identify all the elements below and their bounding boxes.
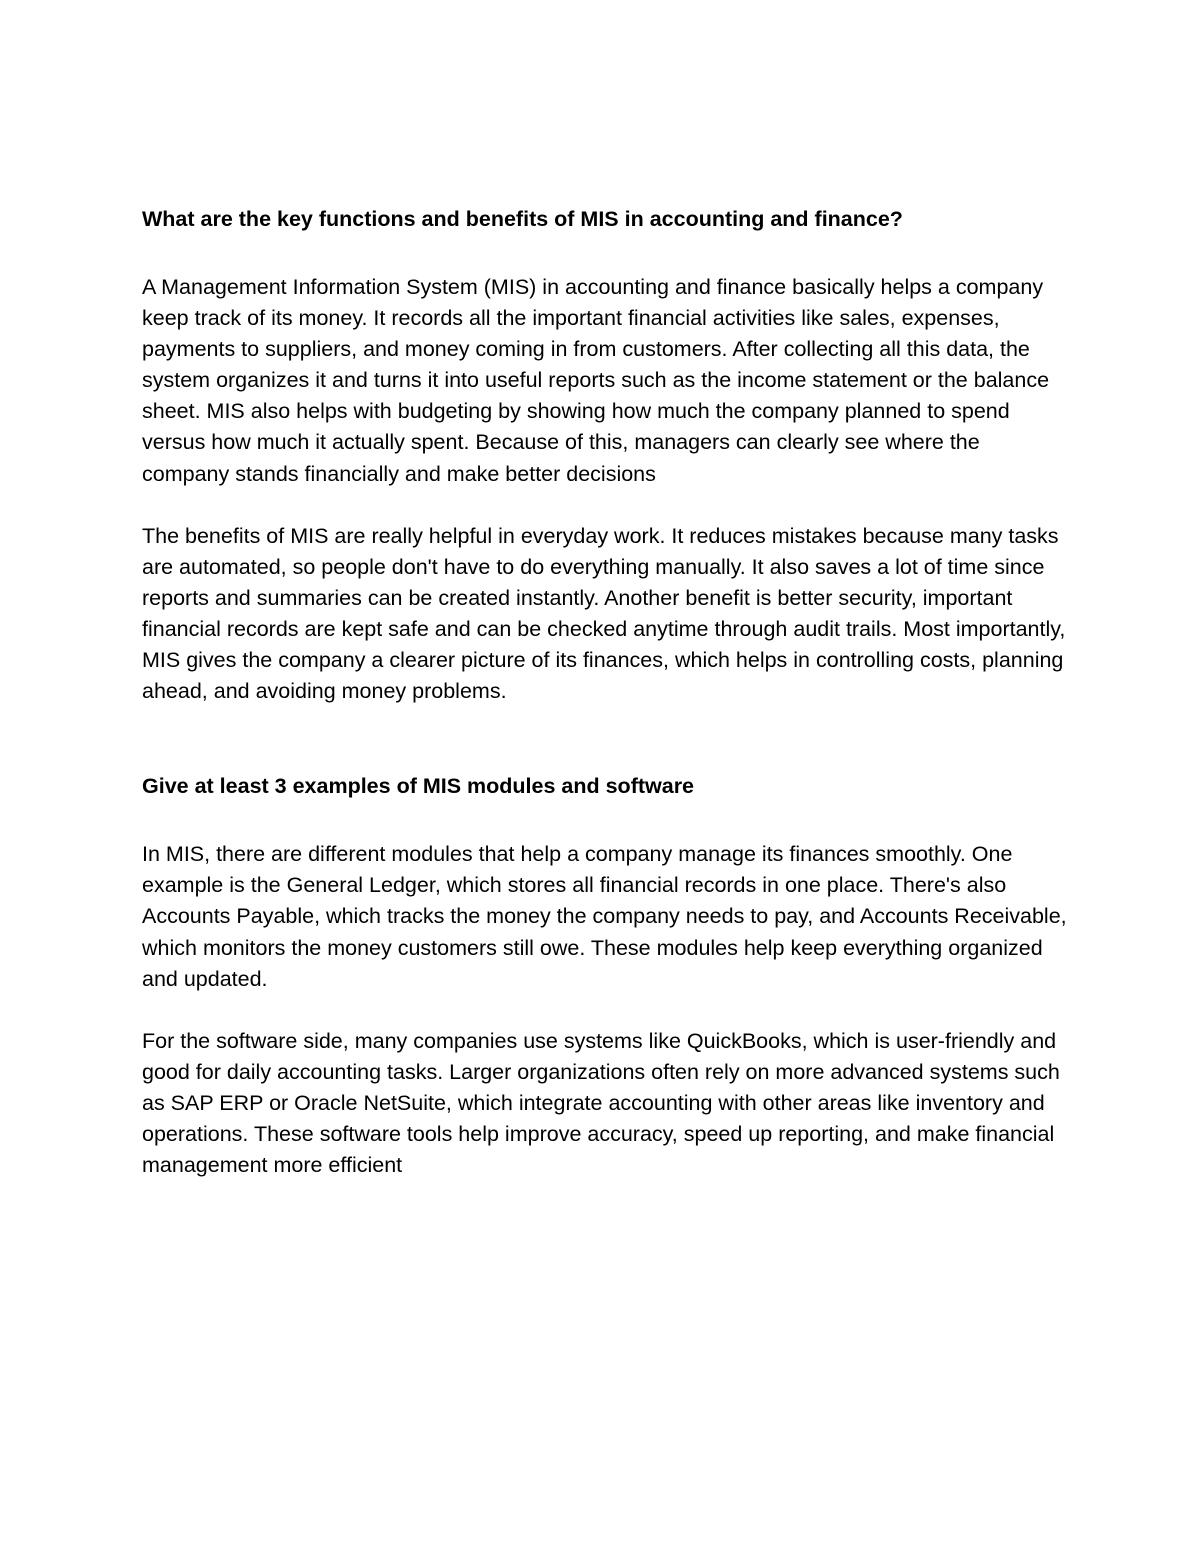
paragraph-mis-software: For the software side, many companies use systems like QuickBooks, which is user-friendly and good for daily accounting tasks. Larger organizations often rely on more advanced systems such as SAP ERP or Oracle NetSuite, which integrate accounting with other areas like inventory and operations. These software tools help improve accuracy, speed up reporting, and make financial management more efficient xyxy=(142,1028,1060,1178)
section-heading-modules-software: Give at least 3 examples of MIS modules and software xyxy=(142,774,695,799)
document-page xyxy=(142,204,1072,1181)
section-heading-functions-benefits: What are the key functions and benefits of MIS in accounting and finance? xyxy=(142,207,903,231)
paragraph-mis-functions: A Management Information System (MIS) in accounting and finance basically helps a company keep track of its money. It records all the important financial activities like sales, expenses, payments to suppliers, and money coming in from customers. After collecting all this data, the system organizes it and turns it into useful reports such as the income statement or the balance sheet. MIS also helps with budgeting by showing how much the company planned to spend versus how much it actually spent. Because of this, managers can clearly see where the company stands financially and make better decisions xyxy=(142,275,1050,486)
paragraph-mis-benefits: The benefits of MIS are really helpful in everyday work. It reduces mistakes because many tasks are automated, so people don't have to do everything manually. It also saves a lot of time since reports and summaries can be created instantly. Another benefit is better security, important financial records are kept safe and can be checked anytime through audit trails. Most importantly, MIS gives the company a clearer picture of its finances, which helps in controlling costs, planning ahead, and avoiding money problems. xyxy=(142,523,1066,704)
paragraph-mis-modules: In MIS, there are different modules that help a company manage its finances smoothly. One example is the General Ledger, which stores all financial records in one place. There's also Accounts Payable, which tracks the money the company needs to pay, and Accounts Receivable, which monitors the money customers still owe. These modules help keep everything organized and updated. xyxy=(142,842,1067,991)
